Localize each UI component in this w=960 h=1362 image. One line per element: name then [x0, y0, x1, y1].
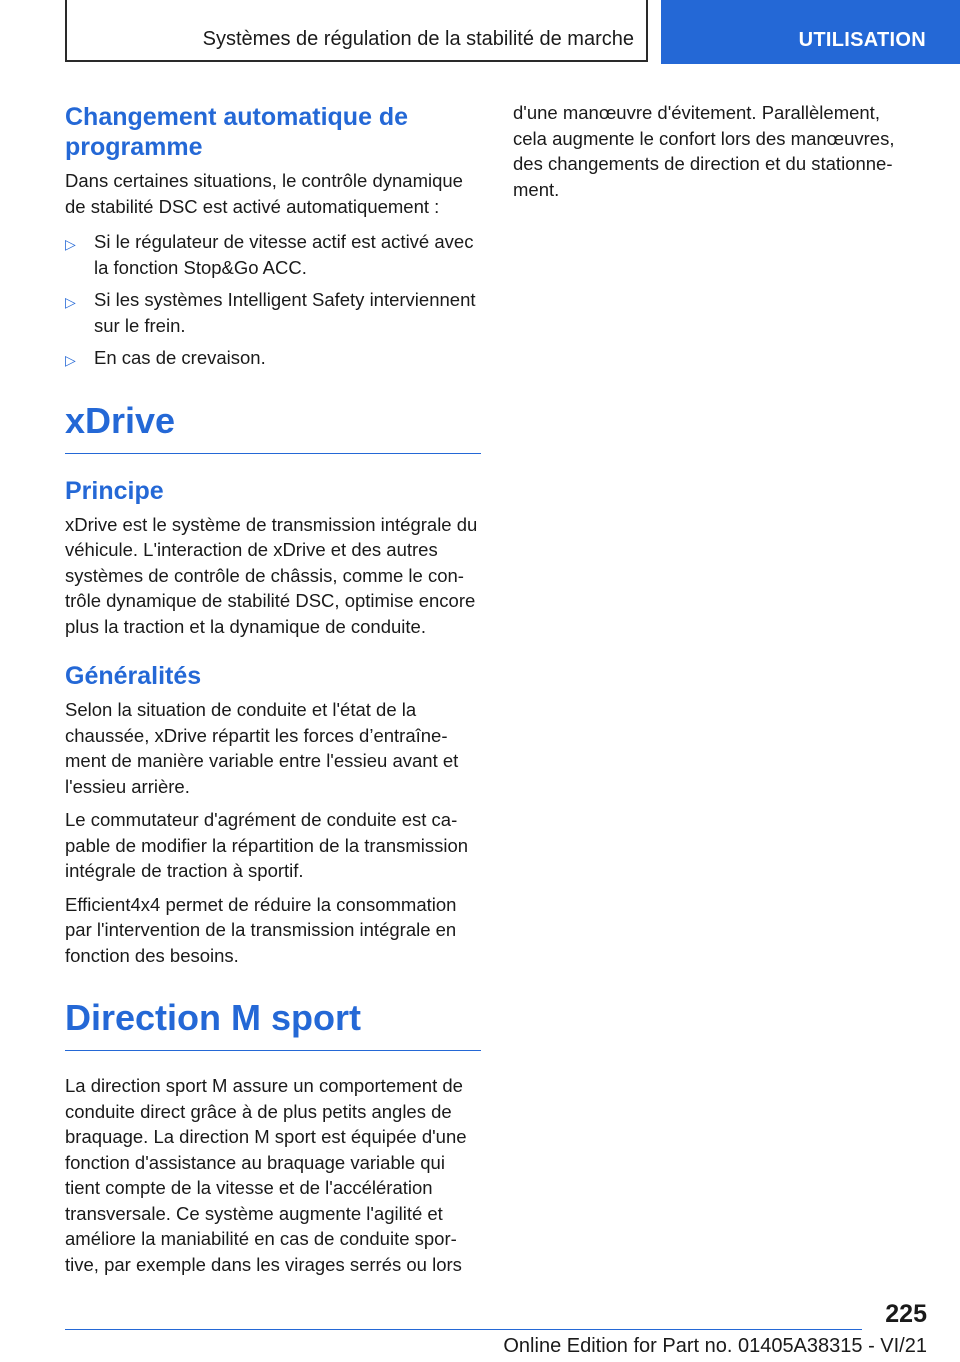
heading-direction-m-sport: Direction M sport [65, 997, 362, 1038]
header-section-label: UTILISATION [798, 29, 926, 51]
heading-auto-program: Changement automatique de programme [65, 103, 409, 161]
list-item-text: Si les systèmes Intelligent Safety interviennent sur le frein. [94, 289, 476, 336]
footer-edition: Online Edition for Part no. 01405A38315 - VI/21 [503, 1335, 927, 1357]
left-column [65, 100, 481, 1285]
header-title: Systèmes de régulation de la stabilité de marche [202, 28, 634, 50]
header-title-box [65, 0, 648, 62]
list-item-text: Si le régulateur de vitesse actif est activé avec la fonction Stop&Go ACC. [94, 231, 474, 278]
triangle-bullet-icon: ▷ [65, 294, 76, 310]
paragraph-principe: xDrive est le système de transmission intégrale du véhicule. L'interaction de xDrive et des autres systèmes de contrôle de châssis, comme le contrôle dynamique de stabilité DSC, optimise encore plus la traction et la dynamique de conduite. [65, 513, 478, 637]
page-number: 225 [885, 1300, 927, 1328]
list-item [65, 345, 481, 371]
list-item [65, 287, 481, 338]
section-divider [65, 1050, 481, 1051]
right-column [513, 100, 913, 210]
paragraph-auto-program: Dans certaines situations, le contrôle dynamique de stabilité DSC est activé automatiquement : [65, 170, 463, 217]
paragraph-generalites-1: Selon la situation de conduite et l'état de la chaussée, xDrive répartit les forces d’entraînement de manière variable entre l'essieu avant et l'essieu arrière. [65, 699, 459, 797]
paragraph-continued: d'une manœuvre d'évitement. Parallèlement, cela augmente le confort lors des manœuvres, des changements de direction et du stationnement. [513, 102, 895, 200]
triangle-bullet-icon: ▷ [65, 352, 76, 368]
heading-generalites: Généralités [65, 662, 202, 690]
list-item [65, 229, 481, 280]
paragraph-generalites-2: Le commutateur d'agrément de conduite est capable de modifier la répartition de la transmission intégrale de traction à sportif. [65, 809, 469, 881]
footer-divider [65, 1329, 862, 1330]
section-divider [65, 453, 481, 454]
heading-principe: Principe [65, 476, 164, 505]
paragraph-generalites-3: Efficient4x4 permet de réduire la consommation par l'intervention de la transmission intégrale en fonction des besoins. [65, 893, 457, 966]
header-section-tab [661, 0, 960, 64]
list-item-text: En cas de crevaison. [94, 347, 266, 368]
triangle-bullet-icon: ▷ [65, 236, 76, 252]
paragraph-direction: La direction sport M assure un comportement de conduite direct grâce à de plus petits angles de braquage. La direction M sport est équipée d'une fonction d'assistance au braquage variable qui tient compte de la vitesse et de l'accélération transversale. Ce système augmente l'agilité et améliore la maniabilité en cas de conduite sportive, par exemple dans les virages serrés ou lors [65, 1075, 467, 1275]
bullet-list [65, 229, 481, 371]
heading-xdrive: xDrive [65, 399, 176, 441]
